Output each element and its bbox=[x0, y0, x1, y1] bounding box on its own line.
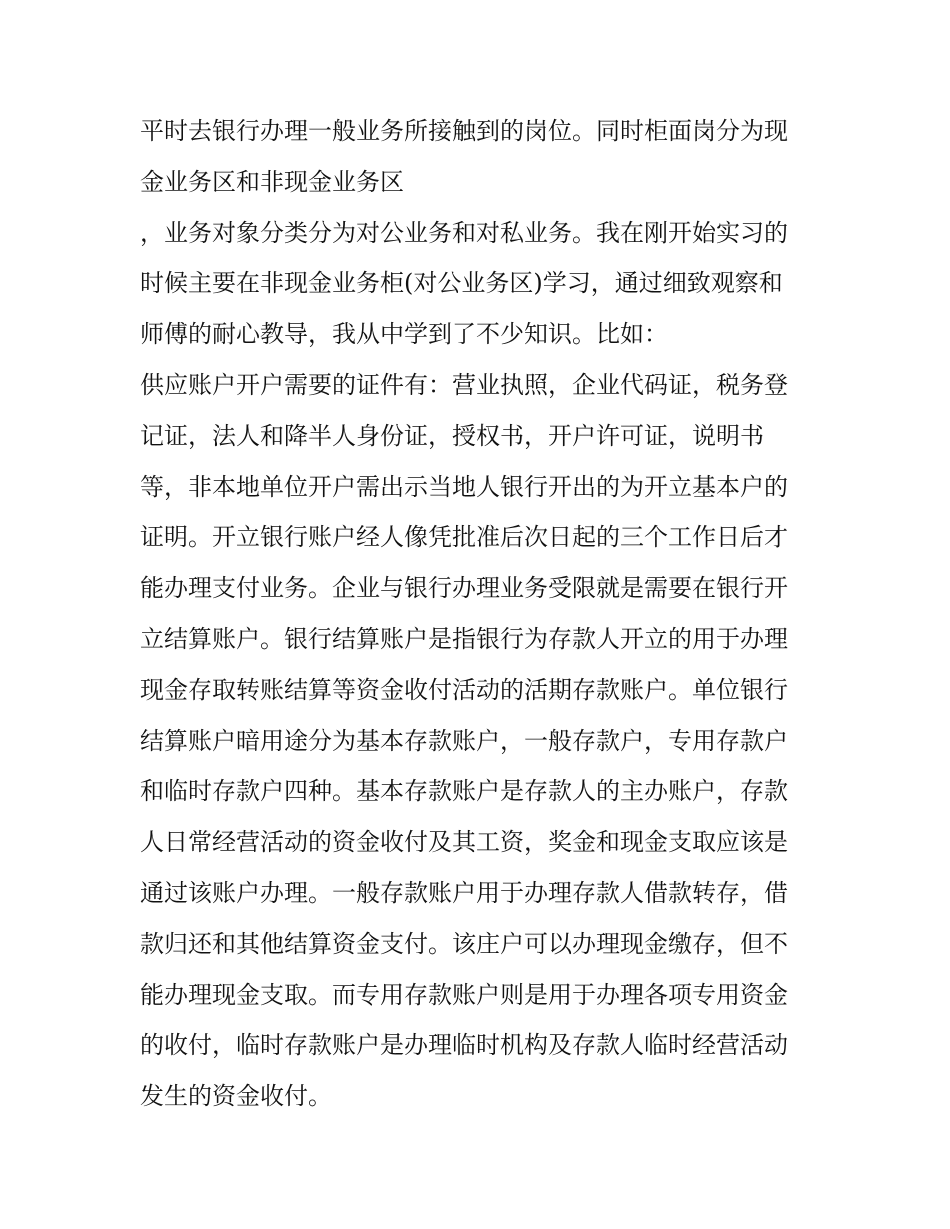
text-line: 金业务区和非现金业务区 bbox=[140, 167, 404, 196]
text-line: ，业务对象分类分为对公业务和对私业务。我在刚开始实习的 bbox=[140, 218, 788, 247]
text-line: 平时去银行办理一般业务所接触到的岗位。同时柜面岗分为现 bbox=[140, 117, 788, 145]
text-line: 现金存取转账结算等资金收付活动的活期存款账户。单位银行 bbox=[140, 675, 788, 704]
text-line: 结算账户暗用途分为基本存款账户，一般存款户，专用存款户 bbox=[140, 726, 788, 755]
text-line: 等，非本地单位开户需出示当地人银行开出的为开立基本户的 bbox=[140, 472, 788, 501]
text-line: 师傅的耐心教导，我从中学到了不少知识。比如： bbox=[140, 320, 668, 349]
text-line: 人日常经营活动的资金收付及其工资，奖金和现金支取应该是 bbox=[140, 828, 788, 857]
text-line: 记证，法人和降半人身份证，授权书，开户许可证，说明书 bbox=[140, 421, 764, 450]
text-line: 的收付，临时存款账户是办理临时机构及存款人临时经营活动 bbox=[140, 1031, 788, 1060]
text-line: 发生的资金收付。 bbox=[140, 1082, 332, 1111]
text-line: 证明。开立银行账户经人像凭批准后次日起的三个工作日后才 bbox=[140, 523, 788, 552]
text-line: 立结算账户。银行结算账户是指银行为存款人开立的用于办理 bbox=[140, 624, 788, 653]
text-line: 通过该账户办理。一般存款账户用于办理存款人借款转存，借 bbox=[140, 878, 788, 907]
text-line: 能办理现金支取。而专用存款账户则是用于办理各项专用资金 bbox=[140, 980, 788, 1009]
text-line: 时候主要在非现金业务柜(对公业务区)学习，通过细致观察和 bbox=[140, 269, 783, 298]
text-line: 和临时存款户四种。基本存款账户是存款人的主办账户，存款 bbox=[140, 777, 788, 806]
text-line: 款归还和其他结算资金支付。该庄户可以办理现金缴存，但不 bbox=[140, 929, 788, 958]
text-line: 供应账户开户需要的证件有：营业执照，企业代码证，税务登 bbox=[140, 370, 788, 399]
text-line: 能办理支付业务。企业与银行办理业务受限就是需要在银行开 bbox=[140, 574, 788, 603]
body-text bbox=[140, 106, 820, 1122]
